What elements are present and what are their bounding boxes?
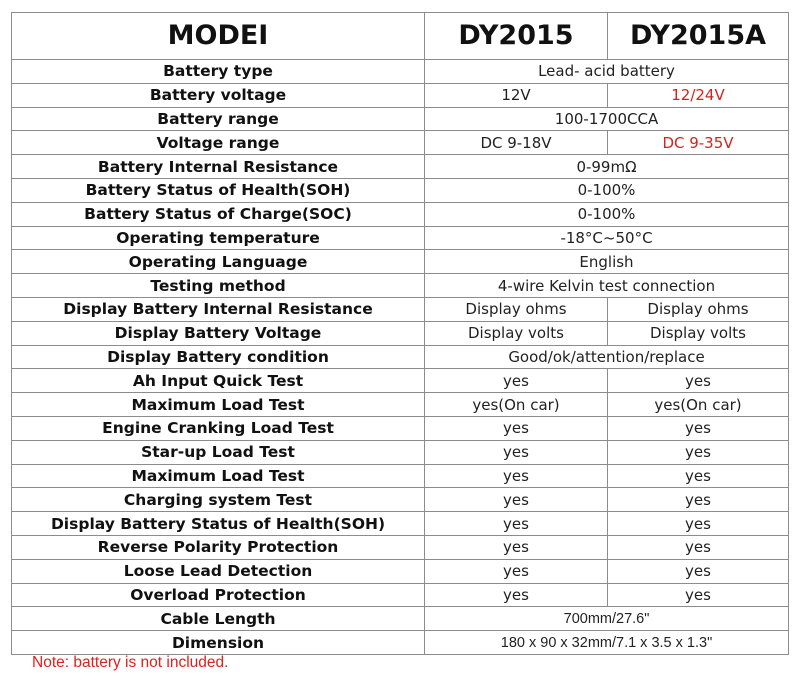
spec-label: Display Battery Internal Resistance — [12, 297, 425, 321]
spec-value-dy2015a: yes — [608, 583, 789, 607]
spec-label: Overload Protection — [12, 583, 425, 607]
table-row — [12, 155, 789, 179]
spec-value-dy2015a: 12/24V — [608, 83, 789, 107]
spec-sheet — [11, 12, 789, 655]
spec-value-dy2015a: yes — [608, 535, 789, 559]
spec-value: Lead- acid battery — [425, 60, 789, 84]
table-row — [12, 250, 789, 274]
table-row — [12, 393, 789, 417]
table-row — [12, 512, 789, 536]
spec-value-dy2015: yes — [425, 535, 608, 559]
table-row — [12, 535, 789, 559]
table-row — [12, 202, 789, 226]
table-row — [12, 321, 789, 345]
spec-label: Battery Status of Health(SOH) — [12, 178, 425, 202]
spec-value-dy2015a: yes — [608, 488, 789, 512]
spec-value-dy2015: yes — [425, 464, 608, 488]
spec-value: 180 x 90 x 32mm/7.1 x 3.5 x 1.3" — [425, 631, 789, 655]
header-model-dy2015: DY2015 — [425, 13, 608, 60]
spec-label: Battery type — [12, 60, 425, 84]
spec-label: Maximum Load Test — [12, 464, 425, 488]
spec-value-dy2015: 12V — [425, 83, 608, 107]
table-row — [12, 274, 789, 298]
table-row — [12, 464, 789, 488]
table-row — [12, 440, 789, 464]
spec-label: Ah Input Quick Test — [12, 369, 425, 393]
table-row — [12, 416, 789, 440]
spec-label: Maximum Load Test — [12, 393, 425, 417]
spec-value: 4-wire Kelvin test connection — [425, 274, 789, 298]
spec-value: 700mm/27.6" — [425, 607, 789, 631]
spec-value-dy2015a: Display volts — [608, 321, 789, 345]
table-row — [12, 178, 789, 202]
table-row — [12, 226, 789, 250]
spec-value-dy2015a: DC 9-35V — [608, 131, 789, 155]
spec-label: Loose Lead Detection — [12, 559, 425, 583]
table-row — [12, 488, 789, 512]
table-row — [12, 631, 789, 655]
table-header-row — [12, 13, 789, 60]
spec-value-dy2015: Display ohms — [425, 297, 608, 321]
spec-label: Charging system Test — [12, 488, 425, 512]
header-label-cell: MODEI — [12, 13, 425, 60]
spec-value-dy2015: Display volts — [425, 321, 608, 345]
spec-label: Dimension — [12, 631, 425, 655]
table-row — [12, 60, 789, 84]
spec-label: Star-up Load Test — [12, 440, 425, 464]
spec-value-dy2015a: yes — [608, 512, 789, 536]
table-row — [12, 345, 789, 369]
spec-value: Good/ok/attention/replace — [425, 345, 789, 369]
spec-label: Operating Language — [12, 250, 425, 274]
spec-value-dy2015: yes — [425, 440, 608, 464]
spec-table — [11, 12, 789, 655]
spec-value-dy2015a: yes(On car) — [608, 393, 789, 417]
spec-value-dy2015: DC 9-18V — [425, 131, 608, 155]
spec-value: 0-100% — [425, 202, 789, 226]
spec-value-dy2015: yes — [425, 559, 608, 583]
spec-value-dy2015: yes — [425, 416, 608, 440]
spec-value-dy2015: yes — [425, 369, 608, 393]
spec-label: Display Battery Status of Health(SOH) — [12, 512, 425, 536]
spec-value-dy2015: yes — [425, 583, 608, 607]
spec-label: Battery voltage — [12, 83, 425, 107]
spec-value: 100-1700CCA — [425, 107, 789, 131]
spec-value-dy2015a: yes — [608, 416, 789, 440]
spec-value-dy2015: yes — [425, 488, 608, 512]
spec-label: Engine Cranking Load Test — [12, 416, 425, 440]
spec-label: Battery range — [12, 107, 425, 131]
spec-label: Display Battery condition — [12, 345, 425, 369]
spec-value-dy2015a: yes — [608, 559, 789, 583]
spec-label: Testing method — [12, 274, 425, 298]
table-row — [12, 297, 789, 321]
table-row — [12, 559, 789, 583]
spec-value: 0-100% — [425, 178, 789, 202]
table-row — [12, 607, 789, 631]
spec-label: Reverse Polarity Protection — [12, 535, 425, 559]
table-row — [12, 369, 789, 393]
spec-label: Voltage range — [12, 131, 425, 155]
spec-value-dy2015: yes — [425, 512, 608, 536]
table-row — [12, 131, 789, 155]
spec-label: Display Battery Voltage — [12, 321, 425, 345]
table-row — [12, 107, 789, 131]
table-row — [12, 583, 789, 607]
spec-label: Battery Internal Resistance — [12, 155, 425, 179]
spec-value: -18°C~50°C — [425, 226, 789, 250]
spec-value-dy2015a: yes — [608, 369, 789, 393]
spec-value-dy2015: yes(On car) — [425, 393, 608, 417]
spec-value: English — [425, 250, 789, 274]
spec-value: 0-99mΩ — [425, 155, 789, 179]
table-row — [12, 83, 789, 107]
spec-value-dy2015a: yes — [608, 440, 789, 464]
spec-label: Cable Length — [12, 607, 425, 631]
header-model-dy2015a: DY2015A — [608, 13, 789, 60]
spec-value-dy2015a: yes — [608, 464, 789, 488]
footnote: Note: battery is not included. — [32, 654, 229, 671]
spec-label: Battery Status of Charge(SOC) — [12, 202, 425, 226]
spec-label: Operating temperature — [12, 226, 425, 250]
spec-value-dy2015a: Display ohms — [608, 297, 789, 321]
